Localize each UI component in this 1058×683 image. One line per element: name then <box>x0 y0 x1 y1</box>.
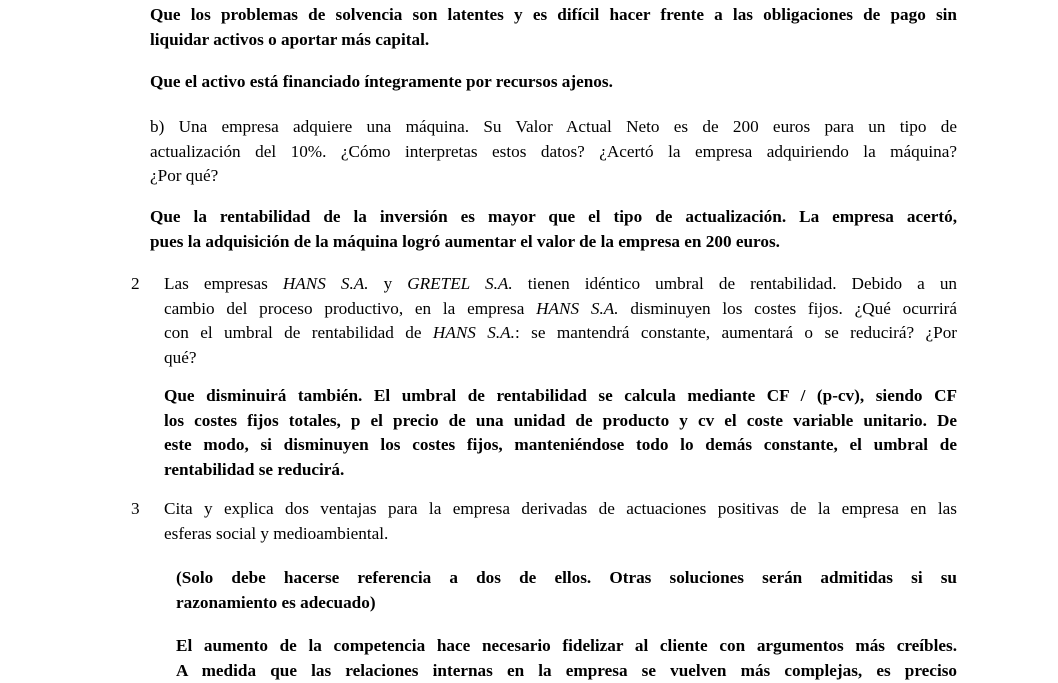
answer-3 <box>176 634 957 683</box>
answer-a-solvency-line-2: liquidar activos o aportar más capital. <box>150 29 430 49</box>
answer-a-solvency-line-1: Que los problemas de solvencia son latentes y es difícil hacer frente a las obligaciones de pago sin <box>150 5 957 24</box>
question-3-line-1: Cita y explica dos ventajas para la empresa derivadas de actuaciones positivas de la empresa en las <box>164 499 957 518</box>
question-2-line-4: qué? <box>164 347 197 367</box>
company-hans: HANS S.A. <box>282 274 369 293</box>
question-b-line-3: ¿Por qué? <box>150 166 219 186</box>
question-2 <box>164 272 957 370</box>
question-3 <box>164 497 957 546</box>
question-b-line-2: actualización del 10%. ¿Cómo interpretas estos datos? ¿Acertó la empresa adquiriendo la máquina? <box>150 141 957 161</box>
question-2-number: 2 <box>131 274 140 293</box>
answer-3-line-2: A medida que las relaciones internas en la empresa se vuelven más complejas, es preciso <box>176 660 957 680</box>
answer-b-line-1: Que la rentabilidad de la inversión es mayor que el tipo de actualización. La empresa acertó, <box>150 207 957 226</box>
answer-a-solvency <box>150 3 957 52</box>
question-3-note-line-1: (Solo debe hacerse referencia a dos de ellos. Otras soluciones serán admitidas si su <box>176 568 957 587</box>
question-3-note-line-2: razonamiento es adecuado) <box>176 592 376 612</box>
answer-2-line-3: este modo, si disminuyen los costes fijos, manteniéndose todo lo demás constante, el umbral de <box>164 435 957 455</box>
question-b-line-1: b) Una empresa adquiere una máquina. Su Valor Actual Neto es de 200 euros para un tipo de <box>150 117 957 136</box>
company-hans: HANS S.A. <box>536 298 619 318</box>
answer-b <box>150 205 957 254</box>
answer-a-financing: Que el activo está financiado íntegramente por recursos ajenos. <box>150 72 613 91</box>
answer-3-line-1: El aumento de la competencia hace necesario fidelizar al cliente con argumentos más creíbles. <box>176 636 957 655</box>
answer-2-line-2: los costes fijos totales, p el precio de una unidad de producto y cv el coste variable unitario. De <box>164 410 957 430</box>
question-2-line-2: cambio del proceso productivo, en la empresa HANS S.A. disminuyen los costes fijos. ¿Qué ocurrirá <box>164 298 957 318</box>
answer-2-line-1: Que disminuirá también. El umbral de rentabilidad se calcula mediante CF / (p-cv), siendo CF <box>164 386 957 405</box>
question-2-line-3: con el umbral de rentabilidad de HANS S.A.: se mantendrá constante, aumentará o se reducirá? ¿Por <box>164 323 958 343</box>
company-gretel: GRETEL S.A. <box>407 274 513 293</box>
answer-2 <box>164 384 957 482</box>
question-3-number: 3 <box>131 499 140 518</box>
question-3-note <box>176 566 957 615</box>
company-hans: HANS S.A. <box>432 323 515 343</box>
question-2-line-1: Las empresas HANS S.A. y GRETEL S.A. tienen idéntico umbral de rentabilidad. Debido a un <box>164 274 958 293</box>
answer-b-line-2: pues la adquisición de la máquina logró aumentar el valor de la empresa en 200 euros. <box>150 231 780 251</box>
answer-2-line-4: rentabilidad se reducirá. <box>164 459 345 479</box>
question-3-line-2: esferas social y medioambiental. <box>164 523 389 543</box>
question-b <box>150 115 957 189</box>
